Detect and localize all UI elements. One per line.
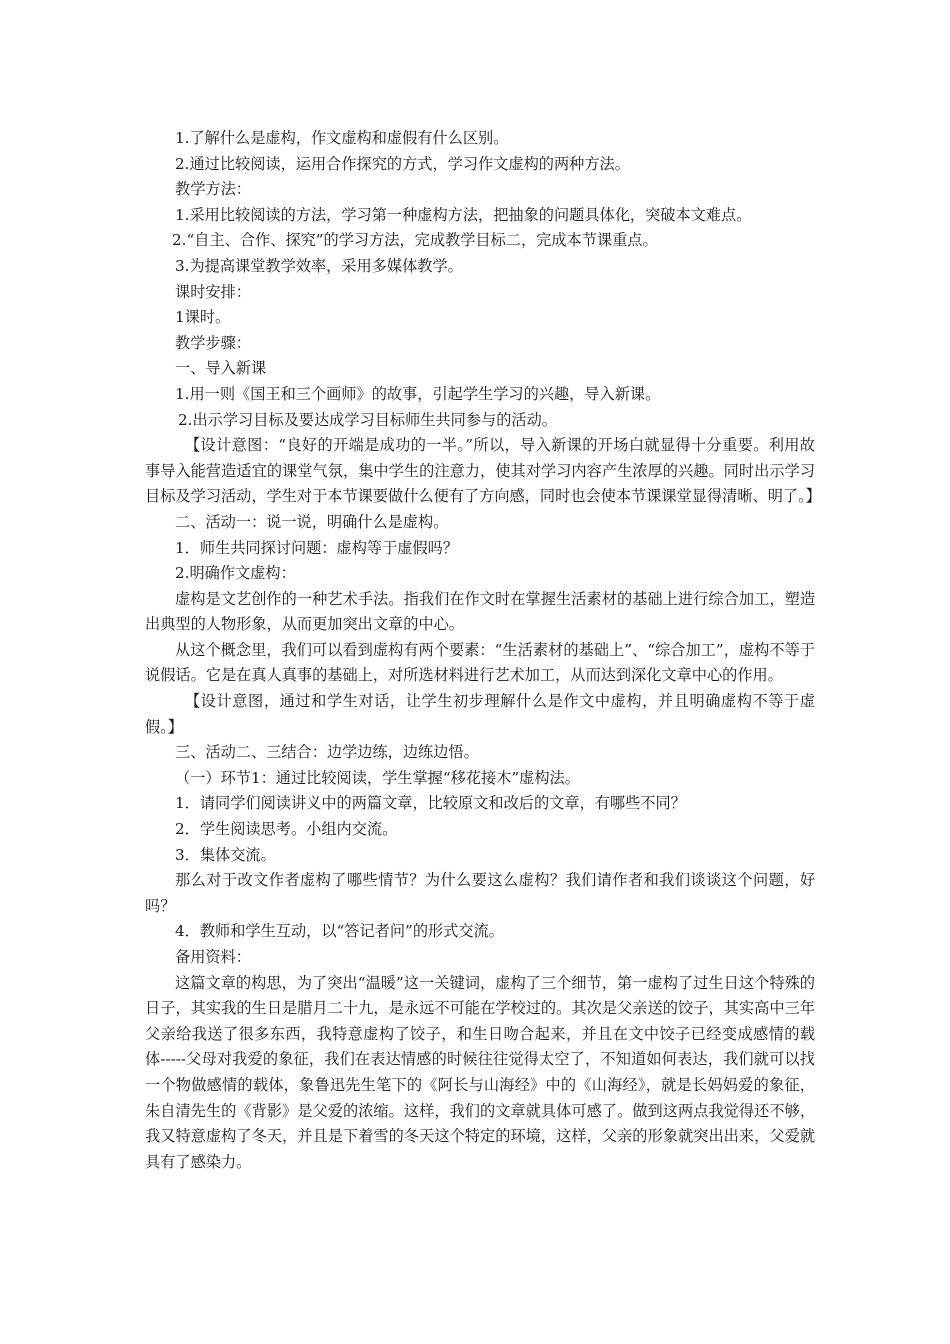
method-3: 3.为提高课堂教学效率，采用多媒体教学。 [175, 256, 463, 275]
author-question: 那么对于改文作者虚构了哪些情节？为什么要这么虚构？我们请作者和我们谈谈这个问题，好吗？ [145, 871, 815, 915]
schedule-value: 1课时。 [175, 308, 231, 327]
fiction-elements: 从这个概念里，我们可以看到虚构有两个要素：“生活素材的基础上”、“综合加工”，虚构不等于说假话。它是在真人真事的基础上，对所选材料进行艺术加工，从而达到深化文章中心的作用。 [145, 640, 815, 685]
stage-1-item-4: 4．教师和学生互动，以“答记者问”的形式交流。 [175, 922, 504, 941]
step-2-heading: 二、活动一：说一说，明确什么是虚构。 [175, 512, 449, 531]
document-body [145, 126, 821, 1175]
step-2-item-1: 1．师生共同探讨问题：虚构等于虚假吗？ [175, 538, 459, 557]
fiction-definition: 虚构是文艺创作的一种艺术手法。指我们在作文时在掌握生活素材的基础上进行综合加工，塑造出典型的人物形象，从而更加突出文章的中心。 [145, 589, 815, 634]
objective-2: 2.通过比较阅读，运用合作探究的方式，学习作文虚构的两种方法。 [175, 154, 630, 173]
section-heading-schedule: 课时安排： [175, 282, 251, 301]
section-heading-teaching-methods: 教学方法： [175, 180, 251, 199]
design-intent-2: 【设计意图，通过和学生对话，让学生初步理解什么是作文中虚构，并且明确虚构不等于虚假。】 [145, 692, 815, 736]
stage-1-heading: （一）环节1：通过比较阅读，学生掌握“移花接木”虚构法。 [175, 768, 580, 787]
step-3-heading: 三、活动二、三结合：边学边练，边练边悟。 [175, 743, 479, 762]
section-heading-steps: 教学步骤： [175, 333, 251, 352]
step-1-heading: 一、导入新课 [175, 359, 267, 378]
stage-1-item-3: 3．集体交流。 [175, 845, 276, 864]
step-2-item-2: 2.明确作文虚构： [175, 564, 296, 583]
backup-material-heading: 备用资料： [175, 948, 251, 966]
step-1-item-2: 2.出示学习目标及要达成学习目标师生共同参与的活动。 [178, 410, 557, 429]
stage-1-item-2: 2．学生阅读思考。小组内交流。 [175, 820, 398, 839]
method-2: 2.“自主、合作、探究”的学习方法，完成教学目标二，完成本节课重点。 [172, 231, 658, 250]
stage-1-item-1: 1．请同学们阅读讲义中的两篇文章，比较原文和改后的文章，有哪些不同？ [175, 794, 686, 813]
step-1-item-1: 1.用一则《国王和三个画师》的故事，引起学生学习的兴趣，导入新课。 [175, 384, 661, 403]
objective-1: 1.了解什么是虚构，作文虚构和虚假有什么区别。 [175, 129, 509, 147]
design-intent-1: 【设计意图：“良好的开端是成功的一半。”所以，导入新课的开场白就显得十分重要。利用故事导入能营造适宜的课堂气氛，集中学生的注意力，使其对学习内容产生浓厚的兴趣。同时出示学习目标及学习活动，学生对于本节课要做什么便有了方向感，同时也会使本节课课堂显得清晰、明了。】 [145, 436, 821, 506]
backup-material-body: 这篇文章的构思，为了突出“温暖”这一关键词，虚构了三个细节，第一虚构了过生日这个特殊的日子，其实我的生日是腊月二十九，是永远不可能在学校过的。其次是父亲送的饺子，其实高中三年父亲给我送了很多东西，我特意虚构了饺子，和生日吻合起来，并且在文中饺子已经变成感情的载体-----父母对我爱的象征，我们在表达情感的时候往往觉得太空了，不知道如何表达，我们就可以找一个物做感情的载体，象鲁迅先生笔下的《阿长与山海经》中的《山海经》，就是长妈妈爱的象征，朱自清先生的《背影》是父爱的浓缩。这样，我们的文章就具体可感了。做到这两点我觉得还不够，我又特意虚构了冬天，并且是下着雪的冬天这个特定的环境，这样，父亲的形象就突出出来，父爱就具有了感染力。 [145, 973, 815, 1171]
method-1: 1.采用比较阅读的方法，学习第一种虚构方法，把抽象的问题具体化，突破本文难点。 [175, 205, 752, 224]
